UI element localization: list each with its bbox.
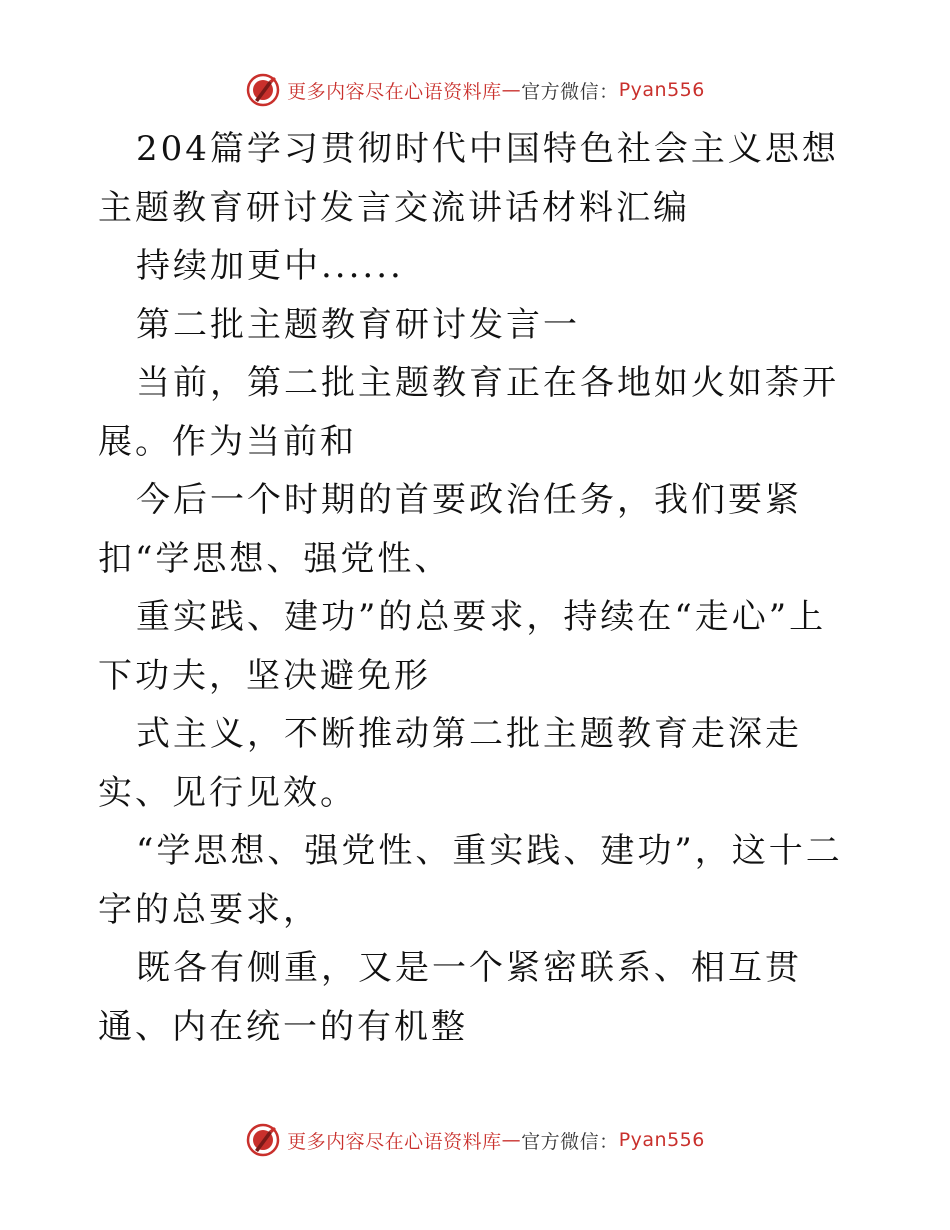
document-body [98, 120, 858, 1056]
pen-logo-icon [245, 72, 281, 108]
header-banner [0, 70, 950, 110]
banner-account-label: 官方微信： [521, 80, 619, 103]
banner-title: 更多内容尽在心语资料库 [287, 80, 502, 103]
body-paragraph: 重实践、建功”的总要求，持续在“走心”上下功夫，坚决避免形 [98, 597, 827, 696]
body-paragraph: “学思想、强党性、重实践、建功”，这十二字的总要求， [98, 831, 843, 930]
document-title: 204篇学习贯彻时代中国特色社会主义思想主题教育研讨发言交流讲话材料汇编 [98, 129, 839, 228]
banner-account-id: Pyan556 [618, 1129, 705, 1151]
update-note: 持续加更中...... [136, 246, 404, 286]
body-paragraph: 式主义，不断推动第二批主题教育走深走实、见行见效。 [98, 714, 802, 813]
body-paragraph: 今后一个时期的首要政治任务，我们要紧扣“学思想、强党性、 [98, 480, 802, 579]
footer-banner [0, 1120, 950, 1160]
section-heading: 第二批主题教育研讨发言一 [136, 304, 580, 345]
pen-logo-icon [245, 1122, 281, 1158]
banner-title: 更多内容尽在心语资料库 [287, 1130, 502, 1153]
body-paragraph: 既各有侧重，又是一个紧密联系、相互贯通、内在统一的有机整 [98, 948, 802, 1047]
body-paragraph: 当前，第二批主题教育正在各地如火如荼开展。作为当前和 [98, 363, 839, 462]
banner-account-id: Pyan556 [618, 79, 705, 101]
banner-account-label: 官方微信： [521, 1130, 619, 1153]
banner-separator: — [501, 79, 522, 101]
banner-separator: — [501, 1129, 522, 1151]
